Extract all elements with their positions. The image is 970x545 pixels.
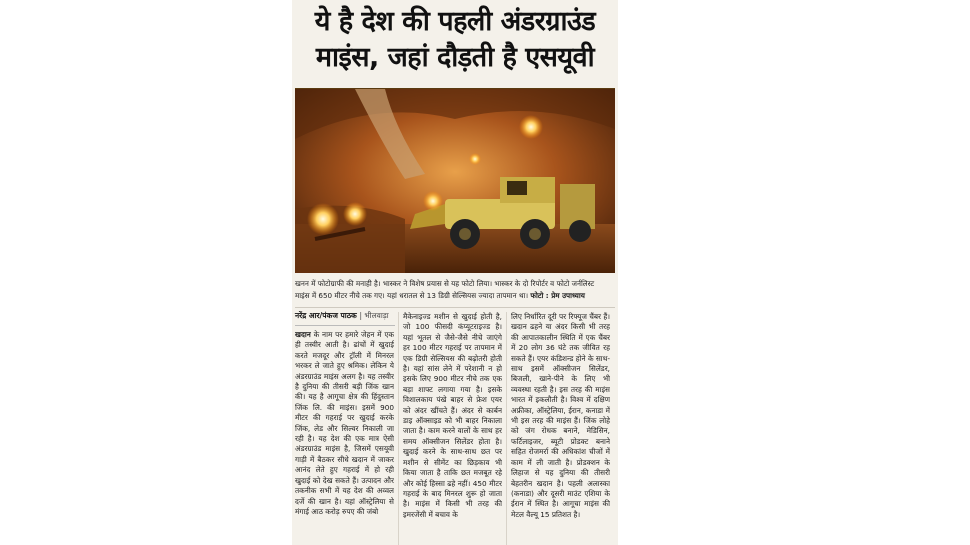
headline-line-2: माइंस, जहां दौड़ती है एसयूवी bbox=[315, 42, 595, 73]
caption-line-1: खनन में फोटोग्राफी की मनाही है। भास्कर ने विशेष प्रयास से यह फोटो लिया। भास्कर के दो रिपोर्टर व फोटो जर्नलिस्ट bbox=[295, 279, 595, 288]
article-column-2-text: मैकेनाइज्ड मशीन से खुदाई होती है, जो 100 फीसदी कंप्यूटराइज्ड है। यहां भूतल से जैसे-जैसे नीचे जाएंगे हर 100 मीटर गहराई पर तापमान में एक डिग्री सेल्सियस की बढ़ोतरी होती है। यहां सांस लेने में परेशानी न हो इसके लिए 900 मीटर नीचे तक एक बड़ा शाफ्ट लगाया गया है। इसके विशालकाय पंखे बाहर से फ्रेश एयर को अंदर खींचते हैं। अंदर से कार्बन डाइ ऑक्साइड को भी बाहर निकाला जाता है। काम करने वालों के साथ हर समय ऑक्सीजन सिलेंडर होता है। खुदाई करने के साथ-साथ छत पर मशीन से सीमेंट का छिड़काव भी किया जाता है ताकि छत मजबूत रहे और कोई हिस्सा ढहे नहीं। 450 मीटर गहराई के बाद मिनरल शुरू हो जाता है। माइंस में किसी भी तरह की इमरजेंसी में बचाव के bbox=[403, 312, 502, 519]
mine-vehicle-photo bbox=[295, 88, 615, 273]
column-divider bbox=[398, 312, 399, 545]
caption-line-2: माइंस में 650 मीटर नीचे तक गए। यहां धरातल से 13 डिग्री सेल्सियस ज्यादा तापमान था। bbox=[295, 291, 529, 300]
column-divider bbox=[506, 312, 507, 545]
byline-place: | भीलवाड़ा bbox=[359, 311, 389, 320]
caption-divider bbox=[295, 307, 615, 308]
byline bbox=[295, 311, 395, 326]
byline-authors: नरेंद्र आर/पंकज पाठक bbox=[295, 311, 357, 320]
headline bbox=[292, 4, 618, 76]
article-column-1 bbox=[295, 330, 394, 545]
article-lead-word: खदान bbox=[295, 330, 311, 339]
newspaper-clipping bbox=[292, 0, 618, 545]
article-column-1-text: के नाम पर हमारे जेहन में एक ही तस्वीर आती है। ढांचों में खुदाई करते मजदूर और ट्रॉली में मिनरल भरकर ले जाते हुए श्रमिक। लेकिन ये अंडरग्राउंड माइंस अलग है। यह तस्वीर है दुनिया की तीसरी बड़ी जिंक खान की। यह है आगूचा क्षेत्र की हिंदुस्तान जिंक लि. की माइंस। इसमें 900 मीटर की गहराई पर खुदाई करके जिंक, लेड और सिल्वर निकाली जा रही है। यह देश की एक मात्र ऐसी अंडरग्राउंड माइंस है, जिसमें एसयूवी गाड़ी में बैठकर सीधे खदान में जाकर आनंद लेते हुए गहराई में हो रही खुदाई को देख सकते हैं। उत्पादन और तकनीक सभी में यह देश की अव्वल दर्जे की खान है। यहां ऑस्ट्रेलिया से मंगाई आठ करोड़ रुपए की जंबो bbox=[295, 330, 394, 516]
article-column-3-text: लिए निर्धारित दूरी पर रिफ्यूज चैंबर हैं। खदान ढहने या अंदर किसी भी तरह की आपातकालीन स्थिति में एक चैंबर में 20 लोग 36 घंटे तक जीवित रह सकते हैं। एयर कंडिशन्ड होने के साथ-साथ इसमें ऑक्सीजन सिलेंडर, बिजली, खाने-पीने के लिए भी व्यवस्था रहती है। इस तरह की माइंस भारत में इकलौती है। विश्व में दक्षिण अफ्रीका, ऑस्ट्रेलिया, ईरान, कनाडा में भी इस तरह की माइंस हैं। जिंक लोहे को जंग रोधक बनाने, मेडिसिन, फर्टिलाइजर, ब्यूटी प्रोडक्ट बनाने सहित रोजमर्रा की अधिकांश चीजों में काम में ली जाती है। प्रोडक्शन के लिहाज से यह दुनिया की तीसरी बेहतरीन खदान है। पहली अलास्का (कनाडा) और दूसरी माउंट एशिया के ईरान में स्थित है। आगूचा माइंस की मेटल वैल्यू 15 प्रतिशत है। bbox=[511, 312, 610, 519]
photo-credit: फोटो : प्रेम उपाध्याय bbox=[530, 291, 585, 300]
photo-caption bbox=[295, 278, 615, 302]
headline-line-1: ये है देश की पहली अंडरग्राउंड bbox=[314, 6, 596, 37]
article-column-3 bbox=[511, 312, 610, 545]
article-column-2 bbox=[403, 312, 502, 545]
